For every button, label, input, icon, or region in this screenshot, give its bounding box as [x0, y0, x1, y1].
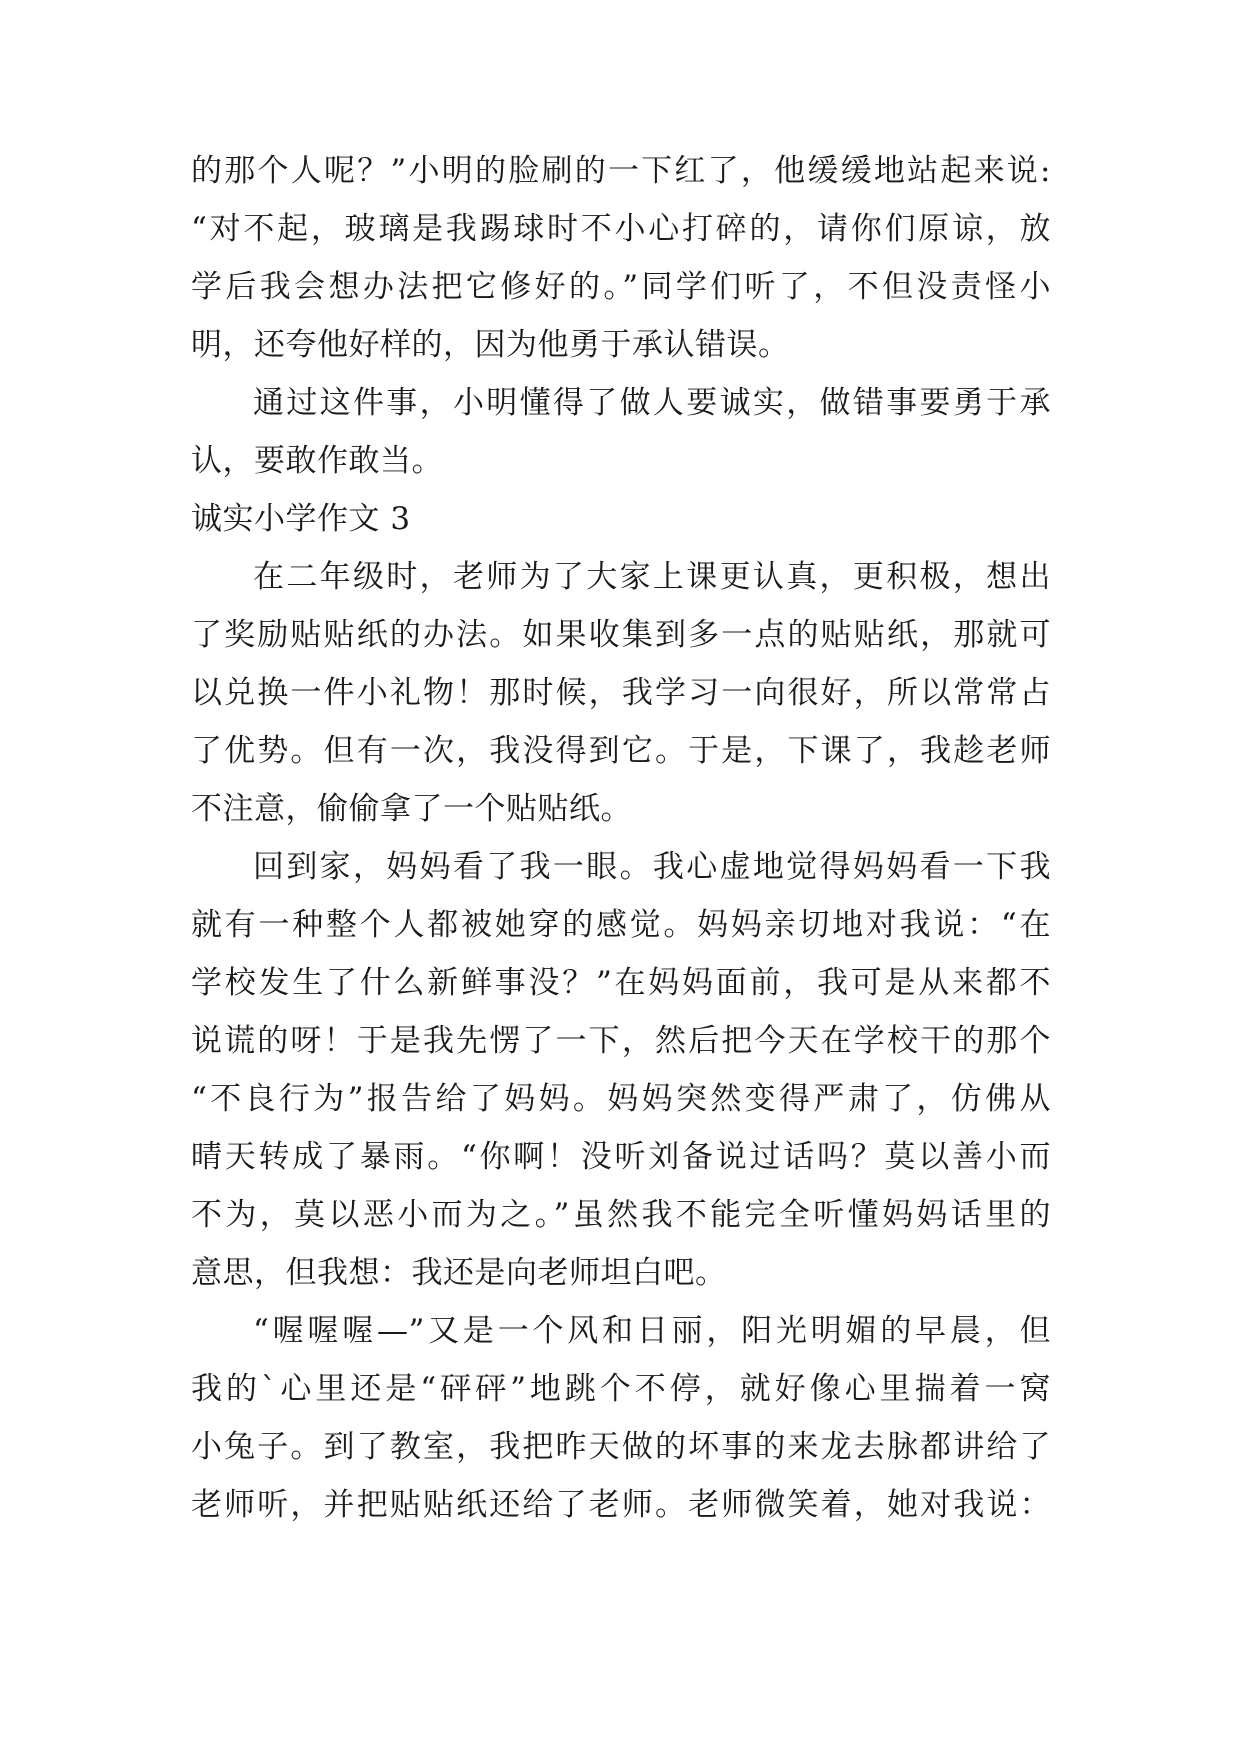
text-line: 认，要敢作敢当。: [191, 443, 443, 479]
text-line: 通过这件事，小明懂得了做人要诚实，做错事要勇于承: [253, 385, 1051, 421]
text-line: 了奖励贴贴纸的办法。如果收集到多一点的贴贴纸，那就可: [191, 617, 1051, 653]
document-body: [191, 142, 1051, 1534]
paragraph: [191, 142, 1051, 374]
section-heading: 诚实小学作文 3: [191, 501, 411, 537]
text-line: 以兑换一件小礼物！那时候，我学习一向很好，所以常常占: [191, 675, 1051, 711]
paragraph: [191, 374, 1051, 490]
paragraph: [191, 838, 1051, 1302]
paragraph: [191, 548, 1051, 838]
text-line: 的那个人呢？”小明的脸刷的一下红了，他缓缓地站起来说:: [191, 153, 1051, 189]
text-line: 小兔子。到了教室，我把昨天做的坏事的来龙去脉都讲给了: [191, 1429, 1051, 1465]
text-line: 意思，但我想：我还是向老师坦白吧。: [191, 1255, 727, 1291]
text-line: 学后我会想办法把它修好的。”同学们听了，不但没责怪小: [191, 269, 1051, 305]
text-line: “喔喔喔—”又是一个风和日丽，阳光明媚的早晨，但: [253, 1313, 1051, 1349]
paragraph: [191, 1302, 1051, 1534]
text-line: 回到家，妈妈看了我一眼。我心虚地觉得妈妈看一下我: [253, 849, 1051, 885]
text-line: 我的`心里还是“砰砰”地跳个不停，就好像心里揣着一窝: [191, 1371, 1051, 1407]
text-line: 学校发生了什么新鲜事没？”在妈妈面前，我可是从来都不: [191, 965, 1051, 1001]
text-line: 老师听，并把贴贴纸还给了老师。老师微笑着，她对我说：: [191, 1487, 1051, 1523]
text-line: 晴天转成了暴雨。“你啊！没听刘备说过话吗？莫以善小而: [191, 1139, 1051, 1175]
text-line: “对不起，玻璃是我踢球时不小心打碎的，请你们原谅，放: [191, 211, 1051, 247]
text-line: “不良行为”报告给了妈妈。妈妈突然变得严肃了，仿佛从: [191, 1081, 1051, 1117]
text-line: 了优势。但有一次，我没得到它。于是，下课了，我趁老师: [191, 733, 1051, 769]
text-line: 在二年级时，老师为了大家上课更认真，更积极，想出: [253, 559, 1051, 595]
text-line: 明，还夸他好样的，因为他勇于承认错误。: [191, 327, 790, 363]
text-line: 不注意，偷偷拿了一个贴贴纸。: [191, 791, 632, 827]
text-line: 不为，莫以恶小而为之。”虽然我不能完全听懂妈妈话里的: [191, 1197, 1051, 1233]
text-line: 就有一种整个人都被她穿的感觉。妈妈亲切地对我说：“在: [191, 907, 1051, 943]
text-line: 说谎的呀！于是我先愣了一下，然后把今天在学校干的那个: [191, 1023, 1051, 1059]
